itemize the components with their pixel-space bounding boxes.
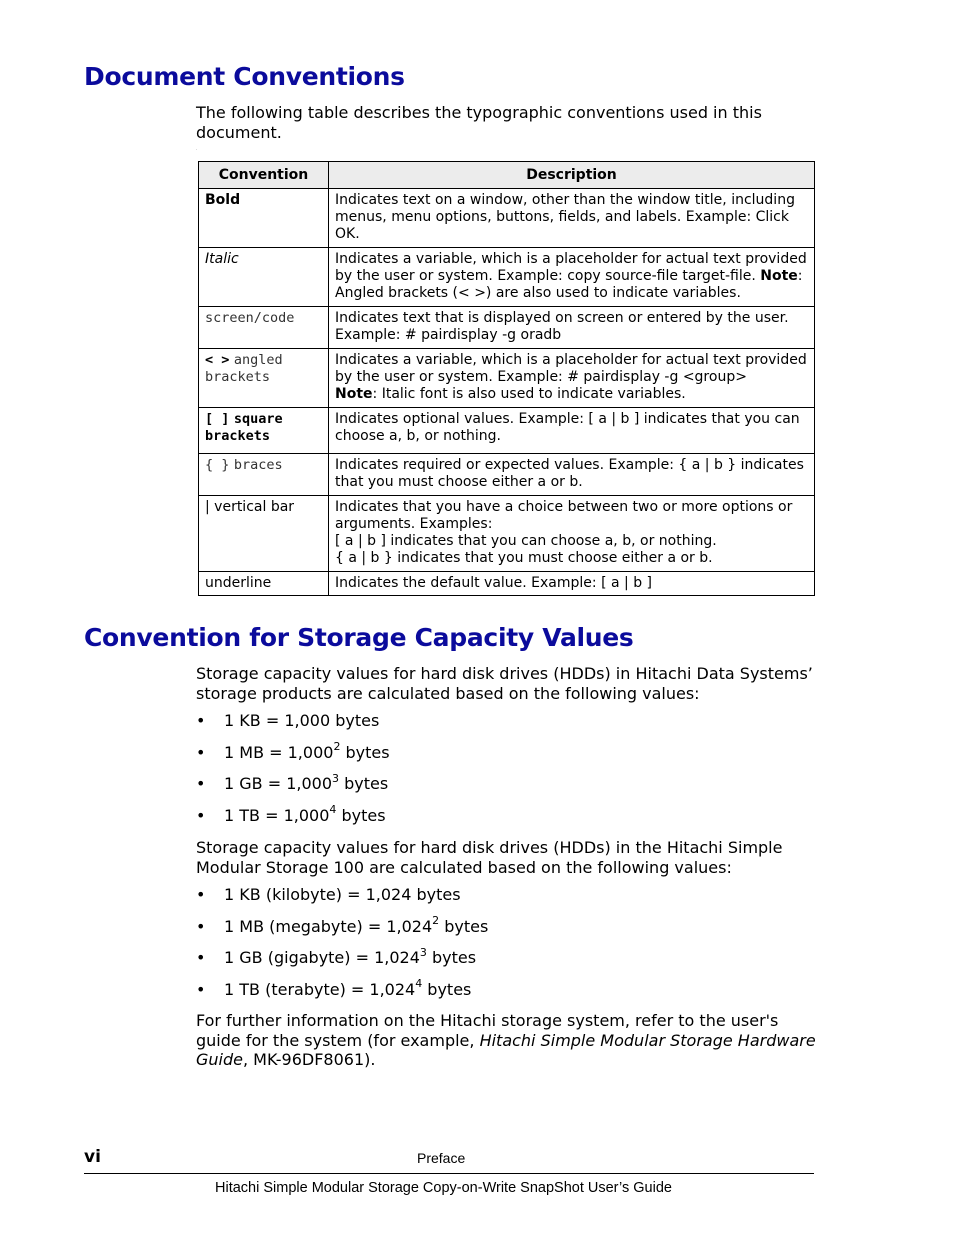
convention-cell [199, 307, 329, 349]
convention-cell [199, 349, 329, 408]
desc-text: [ a | b ] indicates that you can choose a, b, or nothing. [335, 533, 717, 549]
description-cell: Indicates required or expected values. Example: { a | b } indicates that you must choose either a or b. [329, 454, 815, 496]
list-item-text: 1 MB (megabyte) = 1,024 [224, 916, 433, 936]
table-row [199, 189, 815, 248]
list-item [196, 914, 489, 949]
desc-text: Indicates a variable, which is a placeholder for actual text provided by the user or system. Example: copy source-file target-file. [335, 251, 807, 284]
stray-mark: . [196, 146, 198, 151]
list-item-text: 1 GB = 1,000 [224, 774, 333, 793]
convention-symbol: [ ] [205, 411, 230, 427]
binary-units-list [196, 885, 488, 1011]
exponent: 4 [329, 803, 337, 817]
bullet-icon: • [196, 711, 206, 730]
bullet-icon: • [196, 979, 206, 999]
conventions-table [198, 161, 815, 596]
footer-guide-title: Hitachi Simple Modular Storage Copy-on-Write SnapShot User’s Guide [215, 1180, 672, 1196]
exponent: 3 [332, 771, 340, 785]
list-item [196, 945, 488, 980]
description-cell: Indicates text that is displayed on screen or entered by the user. Example: # pairdisplay -g oradb [329, 307, 815, 349]
guide-reference: Hitachi Simple Modular Storage Hardware Guide [196, 1030, 816, 1069]
list-item-text: 1 TB = 1,000 [224, 805, 330, 825]
description-cell: Indicates optional values. Example: [ a | b ] indicates that you can choose a, b, or nothing. [329, 408, 815, 454]
convention-cell [199, 408, 329, 454]
bullet-icon: • [196, 885, 206, 904]
desc-text: Indicates that you have a choice between two or more options or arguments. Examples: [335, 499, 793, 532]
table-header-convention: Convention [199, 162, 329, 189]
table-row [199, 454, 815, 496]
exponent: 4 [415, 977, 423, 991]
section-heading-storage-capacity: Convention for Storage Capacity Values [84, 623, 634, 652]
further-info-text: For further information on the Hitachi storage system, refer to the user's guide for the system (for example, [196, 1011, 779, 1050]
convention-cell: underline [199, 572, 329, 596]
convention-label: screen/code [205, 310, 295, 326]
note-label: Note [760, 268, 798, 284]
intro-paragraph: The following table describes the typographic conventions used in this document. [196, 103, 762, 142]
page-number: vi [84, 1147, 101, 1167]
list-item [196, 711, 390, 743]
footer-section-name: Preface [417, 1150, 466, 1166]
note-label: Note [335, 386, 373, 402]
list-item-unit: bytes [439, 916, 489, 936]
list-item-text: 1 KB = 1,000 bytes [224, 711, 380, 730]
bullet-icon: • [196, 742, 206, 762]
table-row [199, 408, 815, 454]
exponent: 3 [419, 945, 427, 959]
capacity-paragraph-1: Storage capacity values for hard disk drives (HDDs) in Hitachi Data Systems’ storage products are calculated based on the following values: [196, 664, 813, 703]
exponent: 2 [333, 740, 341, 754]
exponent: 2 [432, 914, 440, 928]
list-item-unit: bytes [339, 774, 389, 793]
decimal-units-list [196, 711, 390, 837]
bullet-icon: • [196, 916, 206, 936]
list-item [196, 740, 390, 775]
list-item [196, 977, 488, 1012]
desc-text: : Angled brackets (< >) are also used to indicate variables. [335, 268, 803, 301]
bullet-icon: • [196, 774, 206, 793]
list-item-text: 1 KB (kilobyte) = 1,024 bytes [224, 885, 461, 904]
table-header-description: Description [329, 162, 815, 189]
convention-cell: Italic [199, 248, 329, 307]
convention-cell [199, 454, 329, 496]
table-row [199, 349, 815, 408]
desc-text: Indicates a variable, which is a placeholder for actual text provided by the user or system. Example: # pairdisplay -g <group> [335, 352, 807, 385]
bullet-icon: • [196, 805, 206, 825]
description-cell: Indicates the default value. Example: [ a | b ] [329, 572, 815, 596]
convention-cell: Bold [199, 189, 329, 248]
list-item-text: 1 TB (terabyte) = 1,024 [224, 979, 416, 999]
list-item [196, 885, 488, 917]
table-row [199, 496, 815, 572]
further-info-text: , MK-96DF8061). [242, 1050, 376, 1069]
desc-text: : Italic font is also used to indicate variables. [372, 386, 686, 402]
bullet-icon: • [196, 948, 206, 967]
table-row [199, 307, 815, 349]
convention-cell: | vertical bar [199, 496, 329, 572]
description-cell [329, 496, 815, 572]
description-cell: Indicates text on a window, other than the window title, including menus, menu options, buttons, fields, and labels. Example: Click OK. [329, 189, 815, 248]
convention-label: angled brackets [205, 352, 283, 385]
convention-symbol: { } [205, 457, 230, 473]
list-item-unit: bytes [336, 805, 386, 825]
description-cell [329, 349, 815, 408]
table-row [199, 572, 815, 596]
description-cell [329, 248, 815, 307]
list-item-text: 1 MB = 1,000 [224, 742, 334, 762]
list-item [196, 803, 390, 838]
table-row [199, 248, 815, 307]
footer-divider [84, 1173, 814, 1174]
convention-label: braces [233, 457, 283, 473]
list-item-unit: bytes [422, 979, 472, 999]
section-heading-document-conventions: Document Conventions [84, 62, 405, 91]
convention-symbol: < > [205, 352, 230, 368]
capacity-paragraph-2: Storage capacity values for hard disk drives (HDDs) in the Hitachi Simple Modular Storage 100 are calculated based on the following values: [196, 838, 783, 877]
convention-label: square brackets [205, 411, 283, 444]
desc-text: { a | b } indicates that you must choose either a or b. [335, 550, 713, 566]
list-item [196, 771, 390, 806]
list-item-text: 1 GB (gigabyte) = 1,024 [224, 948, 420, 967]
table-header-row [199, 162, 815, 189]
list-item-unit: bytes [426, 948, 477, 967]
further-info-paragraph [196, 1011, 816, 1070]
list-item-unit: bytes [340, 742, 390, 762]
